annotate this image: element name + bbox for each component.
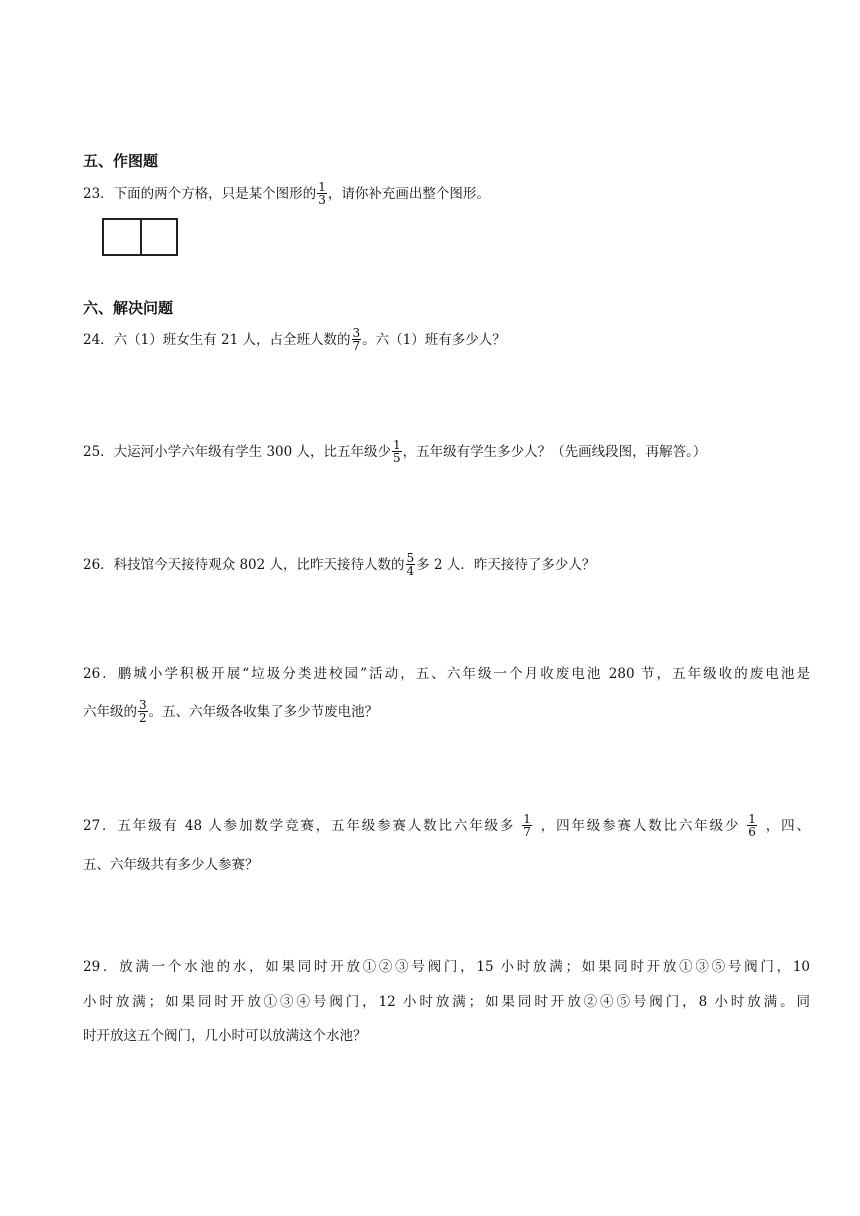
question-27-line-1 bbox=[83, 812, 810, 840]
question-26b-text-a: 六年级的 bbox=[83, 704, 137, 720]
question-24 bbox=[83, 326, 506, 354]
question-23-text-a: 23．下面的两个方格，只是某个图形的 bbox=[83, 186, 317, 202]
fraction-three-halves: $\frac{3}{2}$ bbox=[139, 698, 147, 725]
fraction-one-seventh: $\frac{1}{7}$ bbox=[523, 812, 531, 839]
question-25-text-a: 25．大运河小学六年级有学生 300 人，比五年级少 bbox=[83, 444, 392, 460]
question-24-text-a: 24．六（1）班女生有 21 人，占全班人数的 bbox=[83, 332, 351, 348]
question-29-line-3: 时开放这五个阀门，几小时可以放满这个水池？ bbox=[83, 1028, 367, 1044]
question-26a-text-a: 26．科技馆今天接待观众 802 人，比昨天接待人数的 bbox=[83, 557, 405, 573]
question-26b-line-1: 26．鹏城小学积极开展“垃圾分类进校园”活动，五、六年级一个月收废电池 280 节，五年级收的废电池是 bbox=[83, 666, 810, 682]
question-26a-text-b: 多 2 人．昨天接待了多少人？ bbox=[416, 557, 596, 573]
fraction-five-fourths: $\frac{5}{4}$ bbox=[406, 551, 415, 578]
question-29-line-1: 29．放满一个水池的水，如果同时开放①②③号阀门，15 小时放满；如果同时开放①③⑤号阀门，10 bbox=[83, 959, 810, 975]
question-25-text-b: ，五年级有学生多少人？（先画线段图，再解答。） bbox=[402, 444, 707, 460]
question-25 bbox=[83, 438, 706, 466]
fraction-one-sixth: $\frac{1}{6}$ bbox=[748, 812, 756, 839]
question-29-line-2: 小时放满；如果同时开放①③④号阀门，12 小时放满；如果同时开放②④⑤号阀门，8 小时放满。同 bbox=[83, 994, 810, 1010]
question-27-text-b: ，四年级参赛人数比六年级少 bbox=[538, 818, 741, 834]
fraction-one-third: $\frac{1}{3}$ bbox=[318, 180, 326, 207]
question-27-text-c: ，四、 bbox=[763, 818, 810, 834]
section-5-heading: 五、作图题 bbox=[83, 152, 159, 170]
grid-divider bbox=[140, 220, 142, 254]
question-23 bbox=[83, 180, 490, 208]
question-23-text-b: ，请你补充画出整个图形。 bbox=[327, 186, 490, 202]
two-square-grid-figure bbox=[102, 218, 178, 256]
question-26b-line-2 bbox=[83, 698, 378, 726]
question-26b-text-b: 。五、六年级各收集了多少节废电池？ bbox=[148, 704, 379, 720]
question-24-text-b: 。六（1）班有多少人？ bbox=[362, 332, 506, 348]
question-27-text-a: 27．五年级有 48 人参加数学竞赛，五年级参赛人数比六年级多 bbox=[83, 818, 516, 834]
fraction-three-sevenths: $\frac{3}{7}$ bbox=[352, 326, 361, 353]
fraction-one-fifth: $\frac{1}{5}$ bbox=[393, 438, 401, 465]
question-27-line-2: 五、六年级共有多少人参赛？ bbox=[83, 857, 259, 873]
question-26a bbox=[83, 551, 595, 579]
section-6-heading: 六、解决问题 bbox=[83, 299, 174, 317]
